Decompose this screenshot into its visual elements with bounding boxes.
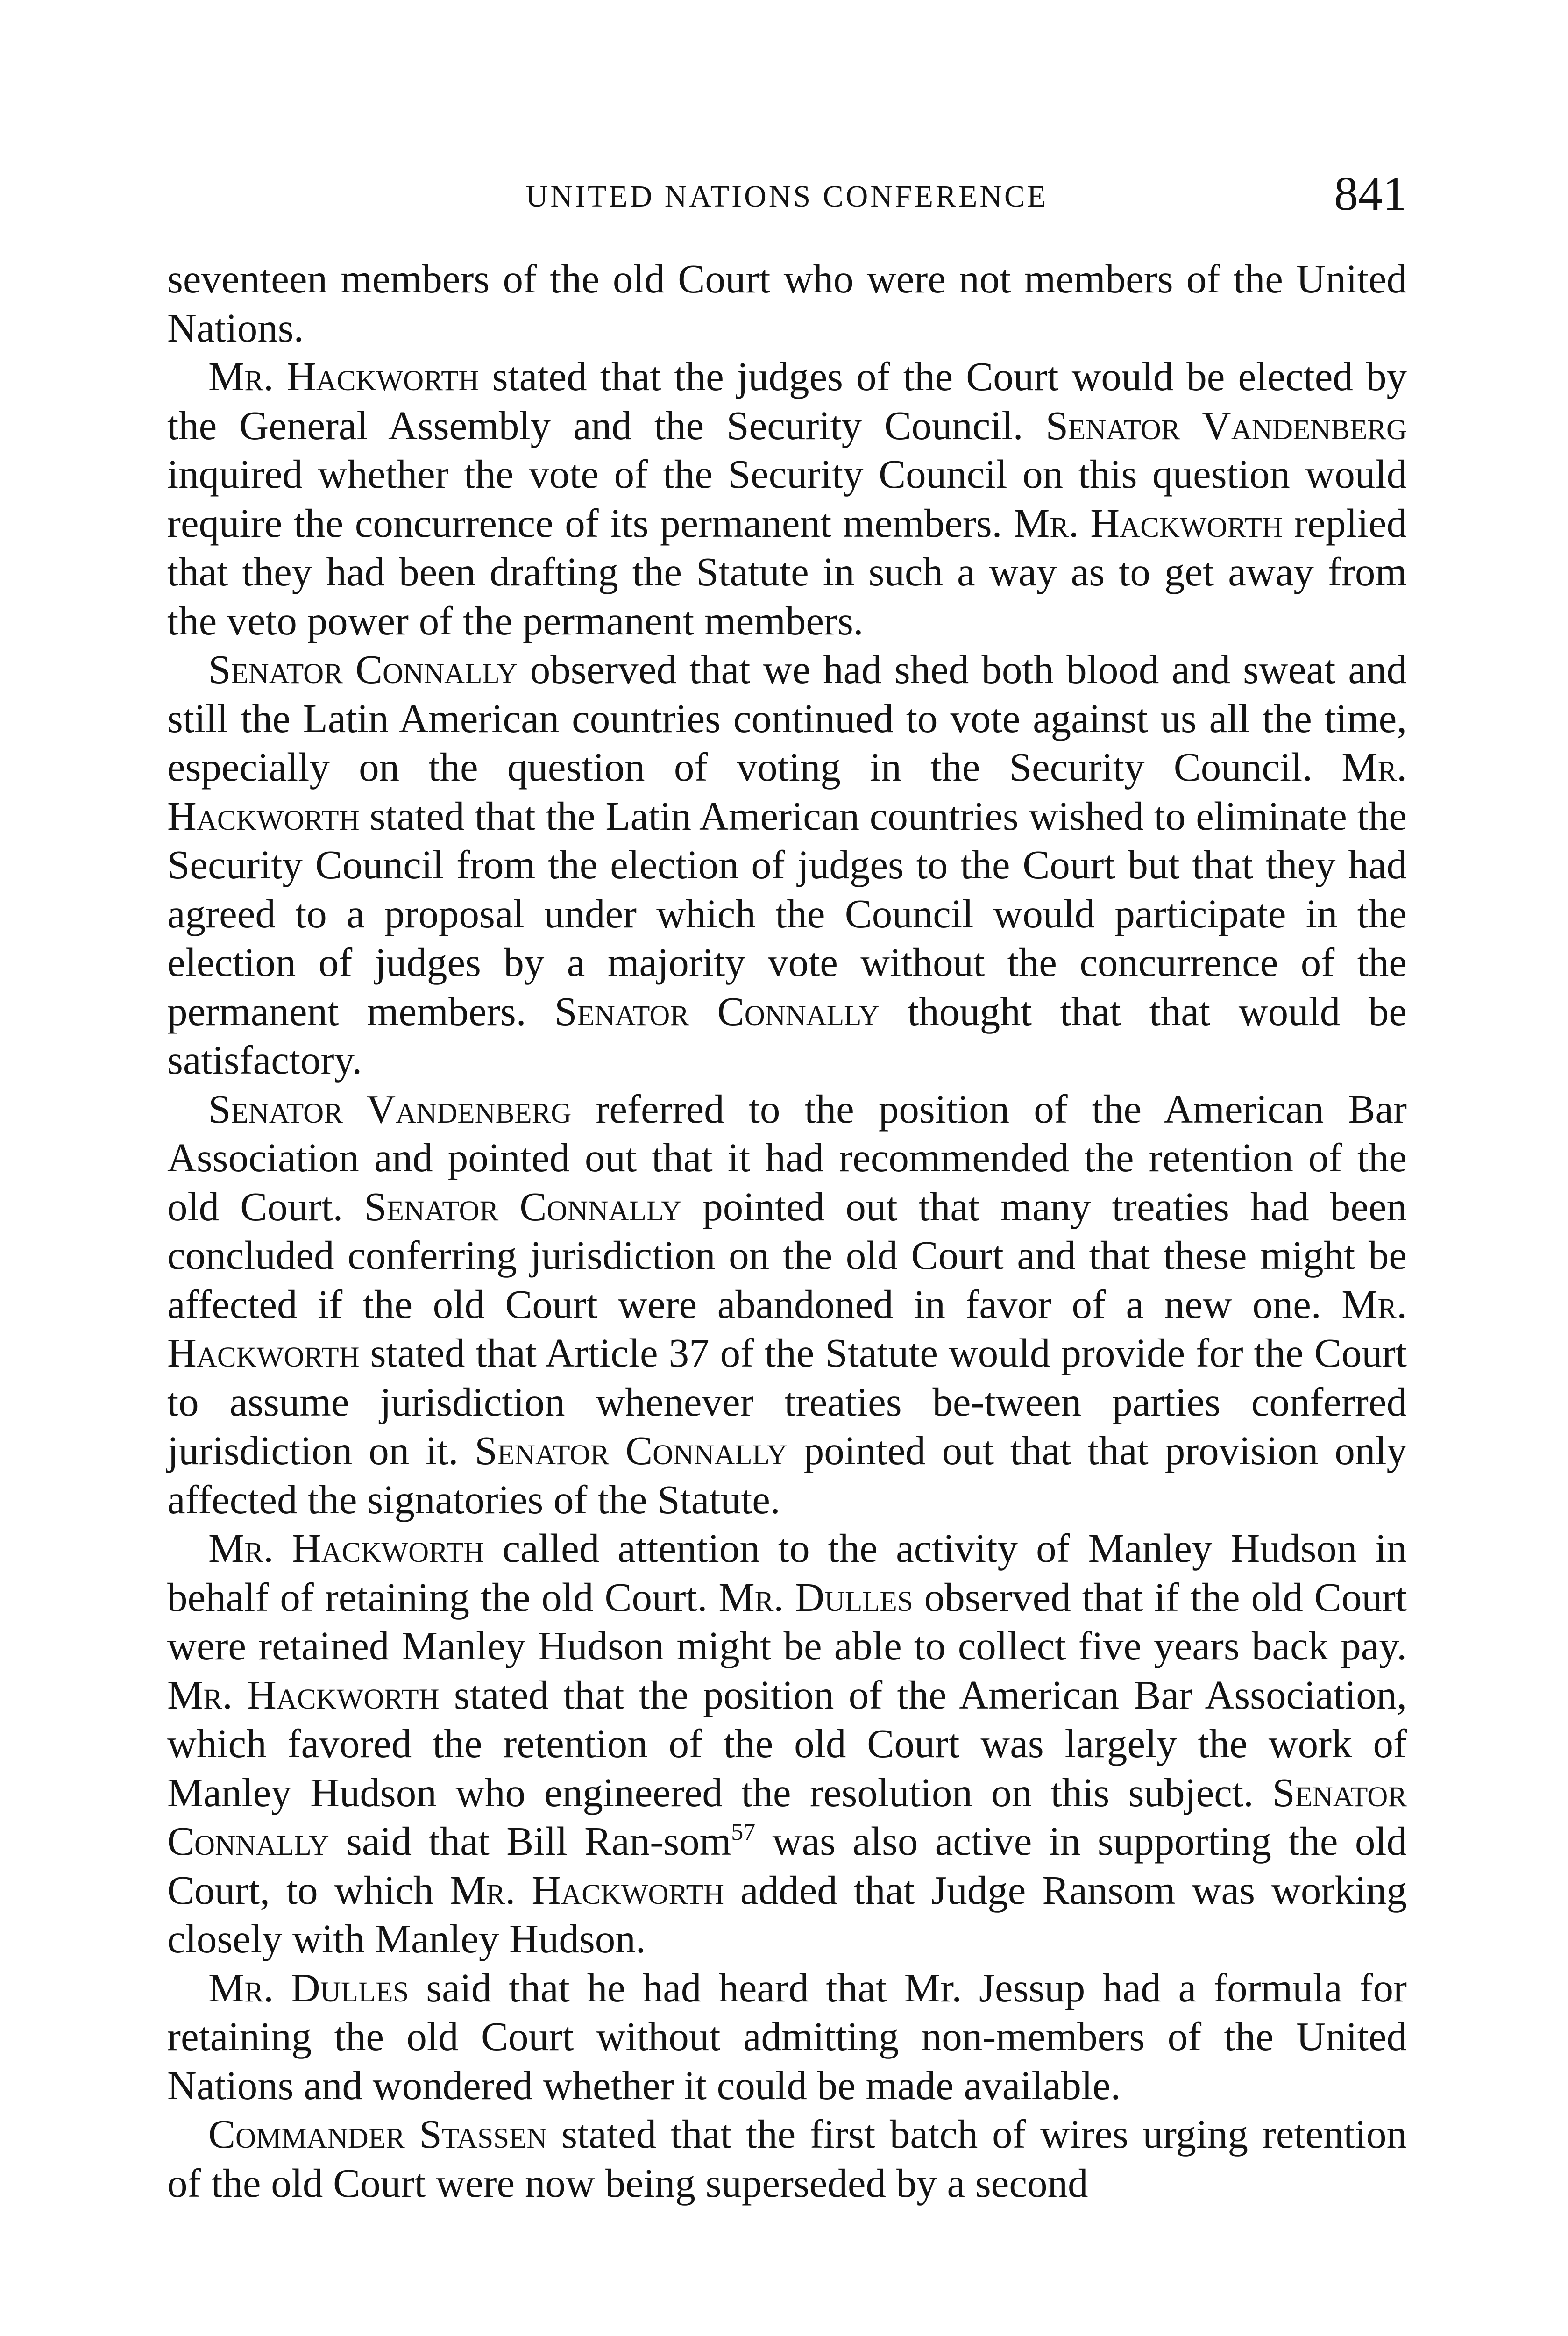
text-run: stated that the Latin American countries wished to eliminate the Security Council from the election of judges to the Court but that they had agreed to a proposal under which the Council would participate in the election of judges by a majority vote without the concurrence of the permanent members. bbox=[167, 793, 1407, 1034]
body-text bbox=[167, 255, 1407, 2208]
text-run: stated that the position of the American Bar Association, which favored the retention of the old Court was largely the work of Manley Hudson who engineered the resolution on this subject. bbox=[167, 1672, 1407, 1815]
text-run: replied that they had been drafting the Statute in such a way as to get away from the veto power of the permanent members. bbox=[167, 500, 1407, 643]
speaker-name: Mr. Hackworth bbox=[167, 1281, 1407, 1375]
running-title: UNITED NATIONS CONFERENCE bbox=[525, 179, 1049, 214]
text-run: added that Judge Ransom was working closely with Manley Hudson. bbox=[167, 1867, 1407, 1961]
speaker-name: Mr. Dulles bbox=[718, 1574, 913, 1620]
speaker-name: Commander Stassen bbox=[208, 2111, 547, 2157]
text-run: referred to the position of the American Bar Association and pointed out that it had recommended the retention of the old Court. bbox=[167, 1086, 1407, 1229]
text-run: stated that the judges of the Court would be elected by the General Assembly and the Security Council. bbox=[167, 354, 1407, 448]
text-run: observed that we had shed both blood and sweat and still the Latin American countries continued to vote against us all the time, especially on the question of voting in the Security Council. bbox=[167, 647, 1407, 790]
paragraph bbox=[167, 2110, 1407, 2208]
paragraph bbox=[167, 1964, 1407, 2110]
text-run: seventeen members of the old Court who were not members of the United Nations. bbox=[167, 256, 1407, 350]
text-run: stated that Article 37 of the Statute would provide for the Court to assume jurisdiction whenever treaties be-tween parties conferred jurisdiction on it. bbox=[167, 1330, 1407, 1473]
speaker-name: Mr. Hackworth bbox=[450, 1867, 724, 1913]
page-number: 841 bbox=[1334, 167, 1407, 221]
footnote-reference: 57 bbox=[731, 1819, 756, 1845]
text-run: pointed out that many treaties had been concluded conferring jurisdiction on the old Court and that these might be affected if the old Court were abandoned in favor of a new one. bbox=[167, 1183, 1407, 1327]
speaker-name: Mr. Hackworth bbox=[208, 1525, 484, 1571]
paragraph bbox=[167, 255, 1407, 352]
text-run: said that Bill Ran-som bbox=[329, 1818, 731, 1864]
speaker-name: Senator Connally bbox=[208, 647, 518, 692]
paragraph bbox=[167, 1524, 1407, 1964]
speaker-name: Senator Connally bbox=[364, 1183, 682, 1229]
text-run: stated that the first batch of wires urging retention of the old Court were now being superseded by a second bbox=[167, 2111, 1407, 2206]
text-run: pointed out that that provision only affected the signatories of the Statute. bbox=[167, 1428, 1407, 1522]
text-run: inquired whether the vote of the Security Council on this question would require the concurrence of its permanent members. bbox=[167, 451, 1407, 546]
speaker-name: Senator Connally bbox=[167, 1769, 1407, 1864]
paragraph bbox=[167, 352, 1407, 645]
speaker-name: Mr. Hackworth bbox=[208, 354, 479, 399]
speaker-name: Senator Connally bbox=[554, 988, 880, 1034]
text-run: observed that if the old Court were retained Manley Hudson might be able to collect five years back pay. bbox=[167, 1574, 1407, 1668]
speaker-name: Senator Vandenberg bbox=[1045, 402, 1407, 448]
speaker-name: Mr. Dulles bbox=[208, 1965, 409, 2010]
text-run: called attention to the activity of Manley Hudson in behalf of retaining the old Court. bbox=[167, 1525, 1407, 1620]
speaker-name: Mr. Hackworth bbox=[1013, 500, 1283, 546]
text-run: said that he had heard that Mr. Jessup had a formula for retaining the old Court without admitting non-members of the United Nations and wondered whether it could be made available. bbox=[167, 1965, 1407, 2108]
paragraph bbox=[167, 645, 1407, 1085]
paragraph bbox=[167, 1085, 1407, 1524]
speaker-name: Senator Vandenberg bbox=[208, 1086, 572, 1132]
text-run: was also active in supporting the old Court, to which bbox=[167, 1818, 1407, 1913]
speaker-name: Mr. Hackworth bbox=[167, 1672, 440, 1717]
running-head bbox=[167, 166, 1407, 221]
text-run: thought that that would be satisfactory. bbox=[167, 988, 1407, 1083]
speaker-name: Mr. Hackworth bbox=[167, 744, 1407, 839]
speaker-name: Senator Connally bbox=[475, 1428, 788, 1473]
